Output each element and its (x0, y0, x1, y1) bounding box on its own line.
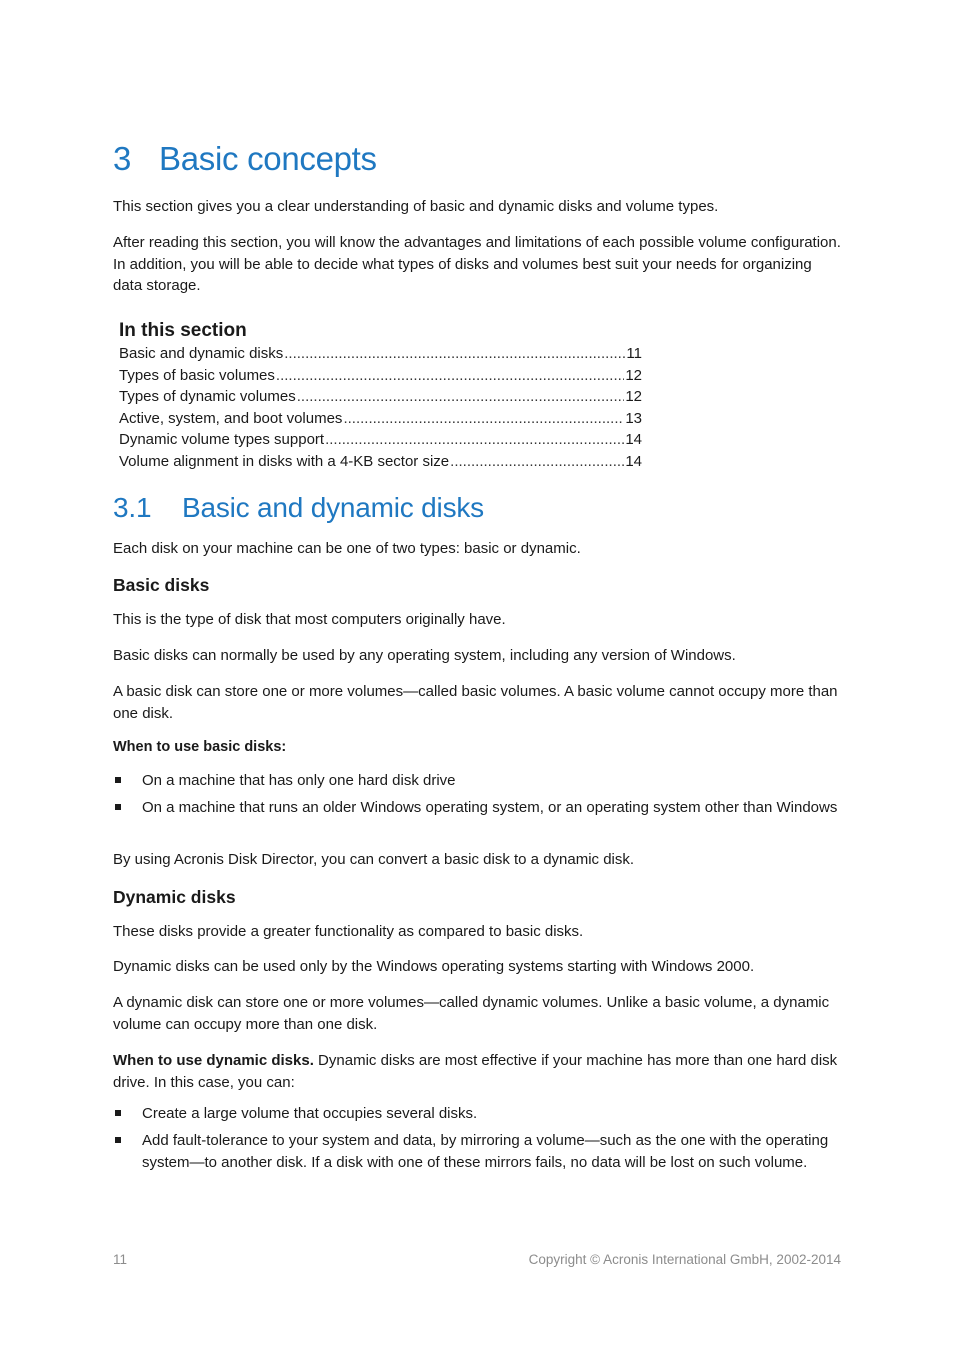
basic-when-heading: When to use basic disks: (113, 739, 287, 755)
section-title (113, 492, 484, 524)
toc-entry-title: Types of basic volumes (119, 366, 275, 384)
toc-entry-title: Volume alignment in disks with a 4-KB sector size (119, 452, 450, 470)
toc-entry-page: 13 (625, 409, 642, 427)
toc-entry-title: Basic and dynamic disks (119, 345, 284, 362)
toc-entry-page: 14 (625, 431, 642, 449)
bullet-square-icon (115, 1110, 121, 1116)
toc-leader-dots (284, 343, 625, 365)
basic-disks-heading: Basic disks (113, 575, 210, 595)
toc-entry-page: 12 (625, 366, 642, 384)
dynamic-bullet-list (113, 1103, 841, 1179)
toc-entry[interactable] (119, 408, 642, 430)
toc-entry[interactable] (119, 343, 642, 365)
toc-leader-dots (276, 365, 624, 387)
list-item: Create a large volume that occupies several disks. (113, 1103, 841, 1125)
toc-leader-dots (450, 451, 624, 473)
chapter-number: 3 (113, 140, 132, 177)
footer-copyright: Copyright © Acronis International GmbH, 2002-2014 (528, 1252, 841, 1267)
list-item: Add fault-tolerance to your system and data, by mirroring a volume—such as the one with the operating system—to another disk. If a disk with one of these mirrors fails, no data will be lost on such volume. (113, 1130, 841, 1173)
toc-title: In this section (119, 320, 247, 341)
dynamic-disks-heading: Dynamic disks (113, 887, 236, 907)
basic-paragraph-4: By using Acronis Disk Director, you can convert a basic disk to a dynamic disk. (113, 851, 635, 868)
dynamic-when-text: Dynamic disks are most effective if your machine has more than one hard disk drive. In this case, you can: (113, 1052, 838, 1091)
dynamic-when-paragraph (113, 1050, 841, 1093)
toc-entry[interactable] (119, 429, 642, 451)
toc-list (119, 343, 642, 473)
toc-entry-title: Active, system, and boot volumes (119, 409, 343, 427)
intro-paragraph-2: After reading this section, you will know the advantages and limitations of each possible volume configuration. In addition, you will be able to decide what types of disks and volumes best suit your needs for organizing data storage. (113, 234, 841, 294)
basic-paragraph-3: A basic disk can store one or more volumes—called basic volumes. A basic volume cannot occupy more than one disk. (113, 683, 838, 722)
toc-entry-page: 11 (626, 345, 642, 362)
toc-entry[interactable] (119, 365, 642, 387)
toc-entry-title: Dynamic volume types support (119, 431, 325, 449)
dynamic-when-bold: When to use dynamic disks. (113, 1052, 314, 1069)
toc-entry[interactable] (119, 451, 642, 473)
toc-entry-page: 14 (625, 452, 642, 470)
toc-leader-dots (325, 429, 624, 451)
list-item: On a machine that has only one hard disk drive (113, 770, 841, 792)
dynamic-paragraph-3: A dynamic disk can store one or more volumes—called dynamic volumes. Unlike a basic volume, a dynamic volume can occupy more than one disk. (113, 994, 830, 1033)
dynamic-paragraph-2: Dynamic disks can be used only by the Windows operating systems starting with Windows 2000. (113, 958, 755, 975)
list-item: On a machine that runs an older Windows operating system, or an operating system other than Windows (113, 797, 841, 819)
toc-entry[interactable] (119, 386, 642, 408)
bullet-square-icon (115, 777, 121, 783)
toc-entry-title: Types of dynamic volumes (119, 388, 296, 406)
basic-paragraph-2: Basic disks can normally be used by any operating system, including any version of Windows. (113, 647, 736, 664)
toc-leader-dots (297, 386, 625, 408)
section-number: 3.1 (113, 492, 152, 523)
dynamic-paragraph-1: These disks provide a greater functionality as compared to basic disks. (113, 923, 584, 940)
bullet-square-icon (115, 1137, 121, 1143)
chapter-title (113, 140, 377, 178)
section-intro: Each disk on your machine can be one of two types: basic or dynamic. (113, 540, 581, 557)
toc-entry-page: 12 (625, 388, 642, 406)
basic-paragraph-1: This is the type of disk that most computers originally have. (113, 611, 506, 628)
intro-paragraph-1: This section gives you a clear understanding of basic and dynamic disks and volume types. (113, 198, 719, 215)
footer-page-number: 11 (113, 1252, 128, 1267)
chapter-title-text: Basic concepts (159, 140, 377, 177)
toc-leader-dots (343, 408, 624, 430)
section-title-text: Basic and dynamic disks (182, 492, 484, 523)
basic-bullet-list (113, 770, 841, 824)
bullet-square-icon (115, 804, 121, 810)
